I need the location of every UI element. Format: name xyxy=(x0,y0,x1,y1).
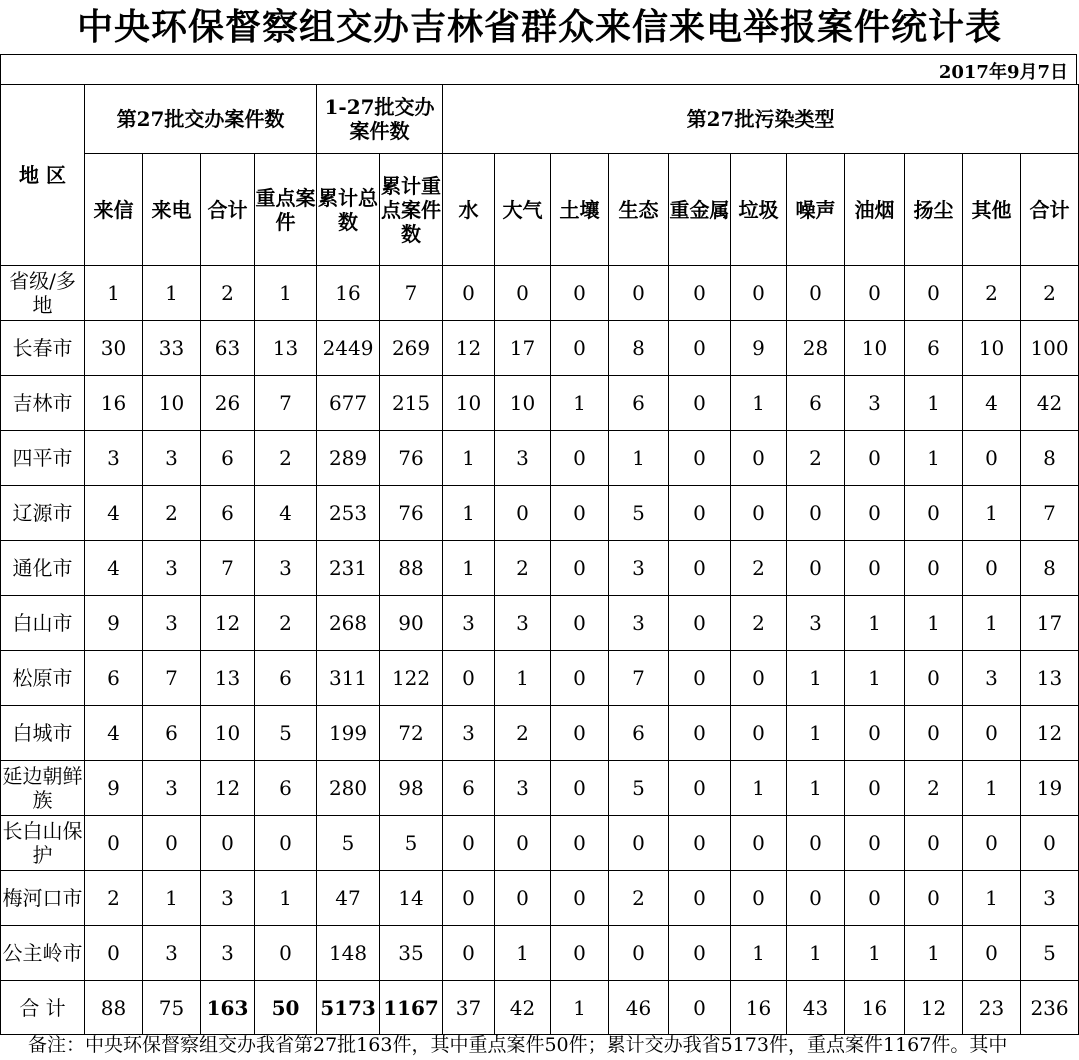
value-cell: 1 xyxy=(845,651,905,706)
value-cell: 1 xyxy=(787,761,845,816)
value-cell: 17 xyxy=(495,321,551,376)
value-cell: 5 xyxy=(609,761,669,816)
value-cell: 6 xyxy=(143,706,201,761)
value-cell: 5 xyxy=(380,816,443,871)
value-cell: 50 xyxy=(255,981,317,1035)
value-cell: 0 xyxy=(551,871,609,926)
value-cell: 3 xyxy=(963,651,1021,706)
region-cell: 四平市 xyxy=(1,431,85,486)
page-title: 中央环保督察组交办吉林省群众来信来电举报案件统计表 xyxy=(76,6,1002,48)
value-cell: 2 xyxy=(731,541,787,596)
region-cell: 延边朝鲜族 xyxy=(1,761,85,816)
value-cell: 0 xyxy=(609,266,669,321)
value-cell: 3 xyxy=(1021,871,1079,926)
total-row xyxy=(1,981,1079,1035)
value-cell: 0 xyxy=(731,266,787,321)
value-cell: 0 xyxy=(905,541,963,596)
value-cell: 47 xyxy=(317,871,380,926)
column-header: 生态 xyxy=(609,154,669,266)
value-cell: 6 xyxy=(905,321,963,376)
value-cell: 268 xyxy=(317,596,380,651)
value-cell: 0 xyxy=(669,706,731,761)
column-header: 其他 xyxy=(963,154,1021,266)
value-cell: 0 xyxy=(551,486,609,541)
value-cell: 7 xyxy=(255,376,317,431)
value-cell: 0 xyxy=(963,541,1021,596)
value-cell: 0 xyxy=(551,761,609,816)
value-cell: 33 xyxy=(143,321,201,376)
value-cell: 1 xyxy=(731,761,787,816)
value-cell: 1 xyxy=(85,266,143,321)
value-cell: 6 xyxy=(201,431,255,486)
table-row xyxy=(1,376,1079,431)
value-cell: 0 xyxy=(731,871,787,926)
value-cell: 0 xyxy=(669,321,731,376)
column-header: 噪声 xyxy=(787,154,845,266)
value-cell: 17 xyxy=(1021,596,1079,651)
column-header: 扬尘 xyxy=(905,154,963,266)
value-cell: 0 xyxy=(669,981,731,1035)
value-cell: 0 xyxy=(963,706,1021,761)
value-cell: 10 xyxy=(495,376,551,431)
value-cell: 0 xyxy=(787,816,845,871)
value-cell: 0 xyxy=(845,816,905,871)
value-cell: 1167 xyxy=(380,981,443,1035)
value-cell: 1 xyxy=(495,651,551,706)
value-cell: 0 xyxy=(669,596,731,651)
region-cell: 辽源市 xyxy=(1,486,85,541)
region-cell: 白城市 xyxy=(1,706,85,761)
column-header: 合计 xyxy=(1021,154,1079,266)
column-header: 合计 xyxy=(201,154,255,266)
value-cell: 0 xyxy=(905,651,963,706)
table-row xyxy=(1,651,1079,706)
table-row xyxy=(1,266,1079,321)
value-cell: 0 xyxy=(905,871,963,926)
header-region: 地 区 xyxy=(1,85,85,266)
value-cell: 3 xyxy=(845,376,905,431)
value-cell: 0 xyxy=(551,266,609,321)
value-cell: 1 xyxy=(963,761,1021,816)
value-cell: 0 xyxy=(609,926,669,981)
value-cell: 16 xyxy=(731,981,787,1035)
value-cell: 0 xyxy=(443,926,495,981)
value-cell: 35 xyxy=(380,926,443,981)
value-cell: 3 xyxy=(201,926,255,981)
value-cell: 0 xyxy=(731,816,787,871)
value-cell: 0 xyxy=(905,486,963,541)
value-cell: 236 xyxy=(1021,981,1079,1035)
value-cell: 0 xyxy=(551,926,609,981)
value-cell: 1 xyxy=(443,541,495,596)
value-cell: 1 xyxy=(143,266,201,321)
value-cell: 1 xyxy=(551,376,609,431)
value-cell: 1 xyxy=(551,981,609,1035)
value-cell: 2 xyxy=(255,431,317,486)
value-cell: 0 xyxy=(669,486,731,541)
table-row xyxy=(1,816,1079,871)
value-cell: 8 xyxy=(609,321,669,376)
value-cell: 4 xyxy=(255,486,317,541)
value-cell: 1 xyxy=(495,926,551,981)
value-cell: 1 xyxy=(963,871,1021,926)
value-cell: 0 xyxy=(845,486,905,541)
region-cell: 梅河口市 xyxy=(1,871,85,926)
value-cell: 7 xyxy=(1021,486,1079,541)
value-cell: 2 xyxy=(495,541,551,596)
value-cell: 0 xyxy=(85,926,143,981)
value-cell: 2 xyxy=(731,596,787,651)
value-cell: 0 xyxy=(731,651,787,706)
value-cell: 1 xyxy=(731,926,787,981)
value-cell: 0 xyxy=(255,816,317,871)
value-cell: 0 xyxy=(551,541,609,596)
value-cell: 0 xyxy=(963,816,1021,871)
value-cell: 10 xyxy=(443,376,495,431)
value-cell: 16 xyxy=(85,376,143,431)
value-cell: 13 xyxy=(255,321,317,376)
region-cell: 省级/多地 xyxy=(1,266,85,321)
region-cell: 白山市 xyxy=(1,596,85,651)
column-header: 来信 xyxy=(85,154,143,266)
value-cell: 2 xyxy=(143,486,201,541)
value-cell: 0 xyxy=(255,926,317,981)
value-cell: 0 xyxy=(551,596,609,651)
value-cell: 1 xyxy=(787,706,845,761)
value-cell: 199 xyxy=(317,706,380,761)
value-cell: 6 xyxy=(255,651,317,706)
value-cell: 231 xyxy=(317,541,380,596)
value-cell: 1 xyxy=(787,926,845,981)
statistics-table xyxy=(0,84,1079,1035)
value-cell: 88 xyxy=(85,981,143,1035)
value-cell: 0 xyxy=(845,266,905,321)
value-cell: 1 xyxy=(905,376,963,431)
value-cell: 0 xyxy=(845,761,905,816)
value-cell: 7 xyxy=(380,266,443,321)
value-cell: 6 xyxy=(443,761,495,816)
value-cell: 42 xyxy=(495,981,551,1035)
value-cell: 8 xyxy=(1021,431,1079,486)
value-cell: 16 xyxy=(845,981,905,1035)
value-cell: 0 xyxy=(669,541,731,596)
column-header: 重点案件 xyxy=(255,154,317,266)
value-cell: 26 xyxy=(201,376,255,431)
value-cell: 88 xyxy=(380,541,443,596)
value-cell: 19 xyxy=(1021,761,1079,816)
footnote: 备注：中央环保督察组交办我省第27批163件，其中重点案件50件；累计交办我省5173件，重点案件1167件。其中 xyxy=(28,1034,1008,1056)
value-cell: 0 xyxy=(845,541,905,596)
header-cumulative: 1-27批交办案件数 xyxy=(317,85,443,154)
value-cell: 0 xyxy=(731,706,787,761)
value-cell: 10 xyxy=(201,706,255,761)
value-cell: 122 xyxy=(380,651,443,706)
value-cell: 3 xyxy=(609,541,669,596)
value-cell: 10 xyxy=(963,321,1021,376)
value-cell: 269 xyxy=(380,321,443,376)
value-cell: 2449 xyxy=(317,321,380,376)
value-cell: 12 xyxy=(201,596,255,651)
value-cell: 3 xyxy=(143,926,201,981)
value-cell: 1 xyxy=(609,431,669,486)
value-cell: 0 xyxy=(551,431,609,486)
value-cell: 0 xyxy=(731,431,787,486)
value-cell: 1 xyxy=(443,431,495,486)
value-cell: 0 xyxy=(963,431,1021,486)
value-cell: 253 xyxy=(317,486,380,541)
value-cell: 0 xyxy=(669,871,731,926)
value-cell: 75 xyxy=(143,981,201,1035)
region-cell: 松原市 xyxy=(1,651,85,706)
value-cell: 0 xyxy=(495,816,551,871)
value-cell: 0 xyxy=(669,376,731,431)
value-cell: 0 xyxy=(443,651,495,706)
value-cell: 90 xyxy=(380,596,443,651)
value-cell: 1 xyxy=(443,486,495,541)
region-cell: 合 计 xyxy=(1,981,85,1035)
table-row xyxy=(1,706,1079,761)
value-cell: 3 xyxy=(143,596,201,651)
value-cell: 10 xyxy=(845,321,905,376)
value-cell: 3 xyxy=(495,596,551,651)
value-cell: 1 xyxy=(845,596,905,651)
value-cell: 1 xyxy=(143,871,201,926)
value-cell: 76 xyxy=(380,486,443,541)
table-row xyxy=(1,761,1079,816)
value-cell: 148 xyxy=(317,926,380,981)
value-cell: 2 xyxy=(1021,266,1079,321)
value-cell: 1 xyxy=(255,871,317,926)
value-cell: 2 xyxy=(495,706,551,761)
column-header: 垃圾 xyxy=(731,154,787,266)
table-row xyxy=(1,596,1079,651)
value-cell: 12 xyxy=(201,761,255,816)
column-header: 累计总数 xyxy=(317,154,380,266)
value-cell: 5 xyxy=(317,816,380,871)
column-header: 大气 xyxy=(495,154,551,266)
value-cell: 9 xyxy=(85,596,143,651)
region-cell: 吉林市 xyxy=(1,376,85,431)
value-cell: 0 xyxy=(669,816,731,871)
table-row xyxy=(1,871,1079,926)
region-cell: 公主岭市 xyxy=(1,926,85,981)
table-row xyxy=(1,431,1079,486)
value-cell: 3 xyxy=(609,596,669,651)
value-cell: 6 xyxy=(201,486,255,541)
value-cell: 0 xyxy=(905,706,963,761)
value-cell: 6 xyxy=(609,706,669,761)
value-cell: 9 xyxy=(85,761,143,816)
header-batch27: 第27批交办案件数 xyxy=(85,85,317,154)
value-cell: 6 xyxy=(255,761,317,816)
value-cell: 1 xyxy=(905,926,963,981)
value-cell: 3 xyxy=(495,761,551,816)
table-row xyxy=(1,486,1079,541)
value-cell: 289 xyxy=(317,431,380,486)
table-row xyxy=(1,541,1079,596)
value-cell: 13 xyxy=(1021,651,1079,706)
value-cell: 46 xyxy=(609,981,669,1035)
value-cell: 0 xyxy=(845,706,905,761)
value-cell: 1 xyxy=(963,486,1021,541)
value-cell: 2 xyxy=(963,266,1021,321)
value-cell: 3 xyxy=(201,871,255,926)
report-date: 2017年9月7日 xyxy=(938,62,1068,83)
value-cell: 30 xyxy=(85,321,143,376)
value-cell: 0 xyxy=(845,431,905,486)
column-header: 水 xyxy=(443,154,495,266)
header-pollution-type: 第27批污染类型 xyxy=(443,85,1079,154)
value-cell: 3 xyxy=(787,596,845,651)
value-cell: 37 xyxy=(443,981,495,1035)
table-row xyxy=(1,321,1079,376)
value-cell: 12 xyxy=(1021,706,1079,761)
value-cell: 4 xyxy=(85,706,143,761)
value-cell: 23 xyxy=(963,981,1021,1035)
value-cell: 4 xyxy=(85,541,143,596)
value-cell: 9 xyxy=(731,321,787,376)
value-cell: 28 xyxy=(787,321,845,376)
value-cell: 4 xyxy=(963,376,1021,431)
table-row xyxy=(1,926,1079,981)
value-cell: 1 xyxy=(845,926,905,981)
value-cell: 0 xyxy=(787,541,845,596)
value-cell: 5 xyxy=(255,706,317,761)
value-cell: 10 xyxy=(143,376,201,431)
value-cell: 2 xyxy=(85,871,143,926)
value-cell: 0 xyxy=(787,871,845,926)
value-cell: 0 xyxy=(495,266,551,321)
value-cell: 14 xyxy=(380,871,443,926)
value-cell: 63 xyxy=(201,321,255,376)
value-cell: 0 xyxy=(963,926,1021,981)
value-cell: 2 xyxy=(905,761,963,816)
value-cell: 72 xyxy=(380,706,443,761)
value-cell: 1 xyxy=(905,431,963,486)
value-cell: 1 xyxy=(787,651,845,706)
value-cell: 6 xyxy=(609,376,669,431)
value-cell: 0 xyxy=(905,266,963,321)
value-cell: 6 xyxy=(787,376,845,431)
value-cell: 0 xyxy=(443,871,495,926)
value-cell: 0 xyxy=(143,816,201,871)
value-cell: 0 xyxy=(731,486,787,541)
value-cell: 7 xyxy=(143,651,201,706)
value-cell: 1 xyxy=(963,596,1021,651)
value-cell: 1 xyxy=(905,596,963,651)
value-cell: 3 xyxy=(143,541,201,596)
value-cell: 8 xyxy=(1021,541,1079,596)
value-cell: 311 xyxy=(317,651,380,706)
value-cell: 0 xyxy=(551,816,609,871)
value-cell: 0 xyxy=(669,926,731,981)
value-cell: 5 xyxy=(1021,926,1079,981)
value-cell: 0 xyxy=(669,431,731,486)
value-cell: 3 xyxy=(143,761,201,816)
column-header: 重金属 xyxy=(669,154,731,266)
value-cell: 3 xyxy=(443,706,495,761)
value-cell: 2 xyxy=(787,431,845,486)
value-cell: 7 xyxy=(201,541,255,596)
value-cell: 13 xyxy=(201,651,255,706)
value-cell: 0 xyxy=(669,266,731,321)
region-cell: 通化市 xyxy=(1,541,85,596)
value-cell: 12 xyxy=(905,981,963,1035)
region-cell: 长白山保护 xyxy=(1,816,85,871)
value-cell: 16 xyxy=(317,266,380,321)
value-cell: 1 xyxy=(255,266,317,321)
value-cell: 677 xyxy=(317,376,380,431)
value-cell: 0 xyxy=(551,321,609,376)
value-cell: 280 xyxy=(317,761,380,816)
value-cell: 215 xyxy=(380,376,443,431)
value-cell: 0 xyxy=(495,486,551,541)
value-cell: 4 xyxy=(85,486,143,541)
value-cell: 0 xyxy=(669,651,731,706)
column-header: 油烟 xyxy=(845,154,905,266)
value-cell: 98 xyxy=(380,761,443,816)
value-cell: 163 xyxy=(201,981,255,1035)
value-cell: 5 xyxy=(609,486,669,541)
value-cell: 0 xyxy=(201,816,255,871)
value-cell: 2 xyxy=(255,596,317,651)
value-cell: 12 xyxy=(443,321,495,376)
date-bar xyxy=(0,54,1077,84)
value-cell: 3 xyxy=(255,541,317,596)
value-cell: 0 xyxy=(905,816,963,871)
value-cell: 1 xyxy=(731,376,787,431)
value-cell: 0 xyxy=(787,486,845,541)
value-cell: 0 xyxy=(85,816,143,871)
value-cell: 3 xyxy=(443,596,495,651)
value-cell: 0 xyxy=(609,816,669,871)
value-cell: 0 xyxy=(669,761,731,816)
value-cell: 2 xyxy=(609,871,669,926)
value-cell: 5173 xyxy=(317,981,380,1035)
value-cell: 3 xyxy=(143,431,201,486)
value-cell: 0 xyxy=(443,816,495,871)
value-cell: 100 xyxy=(1021,321,1079,376)
column-header: 累计重点案件数 xyxy=(380,154,443,266)
value-cell: 0 xyxy=(845,871,905,926)
value-cell: 43 xyxy=(787,981,845,1035)
value-cell: 3 xyxy=(85,431,143,486)
value-cell: 2 xyxy=(201,266,255,321)
value-cell: 7 xyxy=(609,651,669,706)
value-cell: 6 xyxy=(85,651,143,706)
value-cell: 0 xyxy=(551,706,609,761)
column-header: 土壤 xyxy=(551,154,609,266)
value-cell: 42 xyxy=(1021,376,1079,431)
value-cell: 0 xyxy=(1021,816,1079,871)
value-cell: 0 xyxy=(443,266,495,321)
value-cell: 0 xyxy=(495,871,551,926)
value-cell: 0 xyxy=(787,266,845,321)
column-header: 来电 xyxy=(143,154,201,266)
value-cell: 76 xyxy=(380,431,443,486)
value-cell: 3 xyxy=(495,431,551,486)
value-cell: 0 xyxy=(551,651,609,706)
region-cell: 长春市 xyxy=(1,321,85,376)
